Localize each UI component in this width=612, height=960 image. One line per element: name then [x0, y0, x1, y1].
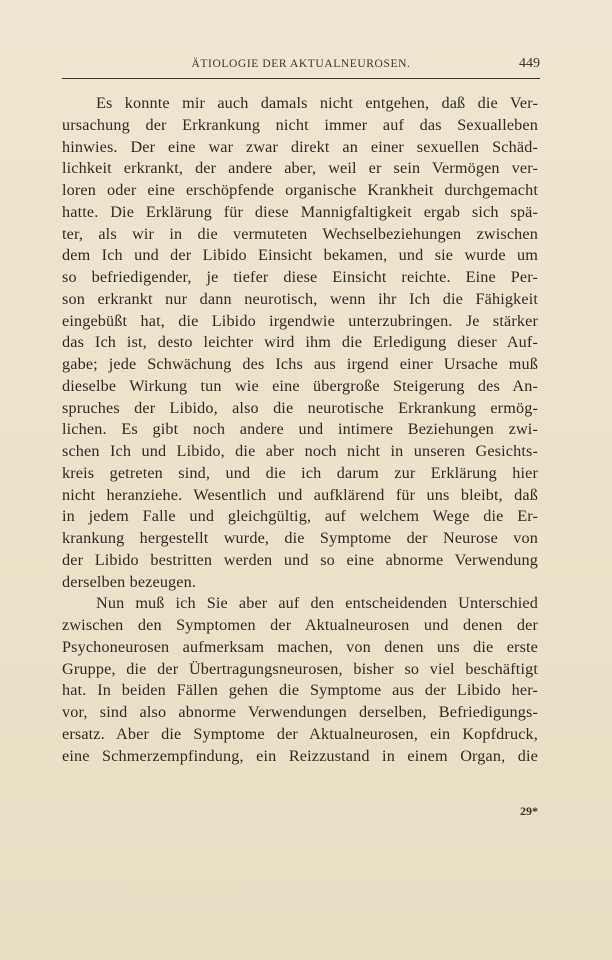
text-line: dieselbe Wirkung tun wie eine übergroße Steigerung des An-	[62, 376, 538, 395]
text-line: Es konnte mir auch damals nicht entgehen, daß die Ver-	[96, 94, 538, 112]
text-line: kreis getreten sind, und die ich darum zur Erklärung hier	[62, 463, 538, 482]
text-line: hat. In beiden Fällen gehen die Symptome aus der Libido her-	[62, 681, 538, 700]
text-line: in jedem Falle und gleichgültig, auf welchem Wege die Er-	[62, 507, 538, 526]
text-line: gabe; jede Schwächung des Ichs aus irgend einer Ursache muß	[62, 355, 538, 373]
text-line: nicht heranziehe. Wesentlich und aufklärend für uns bleibt, daß	[62, 485, 538, 504]
text-line: Psychoneurosen aufmerksam machen, von denen uns die erste	[62, 637, 538, 656]
text-line: lichen. Es gibt noch andere und intimere Beziehungen zwi-	[62, 420, 538, 439]
running-title: ÄTIOLOGIE DER AKTUALNEUROSEN.	[191, 58, 411, 70]
paragraph	[62, 93, 538, 593]
body-text	[62, 93, 538, 767]
text-line: zwischen den Symptomen der Aktualneurosen und denen der	[62, 616, 538, 634]
text-line: derselben bezeugen.	[62, 572, 197, 591]
text-line: dem Ich und der Libido Einsicht bekamen, und sie wurde um	[62, 246, 538, 265]
text-line: Nun muß ich Sie aber auf den entscheidenden Unterschied	[96, 594, 538, 613]
page-number: 449	[519, 56, 540, 71]
text-line: ursachung der Erkrankung nicht immer auf das Sexualleben	[62, 115, 538, 134]
running-header	[62, 56, 540, 79]
text-line: vor, sind also abnorme Verwendungen derselben, Befriedigungs-	[62, 703, 538, 721]
text-line: lichkeit erkrankt, der andere aber, weil er sein Vermögen ver-	[62, 159, 538, 178]
text-line: krankung hergestellt wurde, die Symptome der Neurose von	[62, 529, 538, 547]
text-line: spruches der Libido, also die neurotische Erkrankung ermög-	[62, 398, 538, 417]
signature-mark: 29*	[520, 804, 538, 818]
text-line: hinwies. Der eine war zwar direkt an einer sexuellen Schäd-	[62, 137, 538, 156]
text-line: das Ich ist, desto leichter wird ihm die Erledigung dieser Auf-	[62, 333, 538, 352]
text-line: Gruppe, die der Übertragungsneurosen, bisher so viel beschäftigt	[62, 659, 538, 678]
text-line: schen Ich und Libido, die aber noch nicht in unseren Gesichts-	[62, 442, 538, 460]
text-line: ter, als wir in die vermuteten Wechselbeziehungen zwischen	[62, 224, 538, 243]
text-line: der Libido bestritten werden und so eine abnorme Verwendung	[62, 550, 538, 569]
text-line: hatte. Die Erklärung für diese Mannigfaltigkeit ergab sich spä-	[62, 202, 538, 221]
text-line: eingebüßt hat, die Libido irgendwie unterzubringen. Je stärker	[62, 311, 538, 330]
paragraph	[62, 593, 538, 767]
text-line: son erkrankt nur dann neurotisch, wenn ihr Ich die Fähigkeit	[62, 289, 538, 308]
text-line: eine Schmerzempfindung, ein Reizzustand in einem Organ, die	[62, 746, 538, 765]
text-line: loren oder eine erschöpfende organische Krankheit durchgemacht	[62, 181, 538, 199]
text-line: ersatz. Aber die Symptome der Aktualneurosen, ein Kopfdruck,	[62, 724, 538, 743]
text-line: so befriedigender, je tiefer diese Einsicht reichte. Eine Per-	[62, 268, 538, 286]
